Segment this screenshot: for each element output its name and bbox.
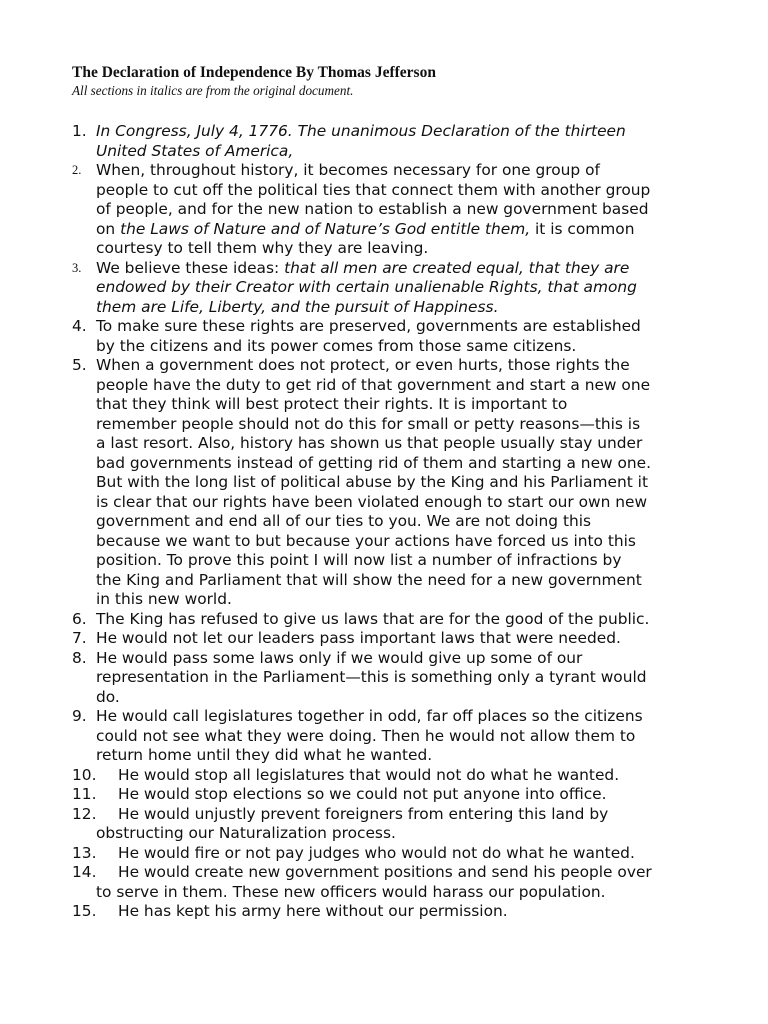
- list-item-line: [96, 766, 712, 786]
- italic-text: endowed by their Creator with certain unalienable Rights, that among: [96, 278, 637, 296]
- text-run: a last resort. Also, history has shown us that people usually stay under: [96, 434, 643, 452]
- list-item-line: [96, 259, 712, 279]
- text-run: could not see what they were doing. Then he would not allow them to: [96, 726, 636, 745]
- text-run: in this new world.: [96, 590, 232, 608]
- list-item-number: 2.: [72, 163, 82, 177]
- text-run: He would create new government positions and send his people over: [118, 863, 652, 881]
- list-item-number: 10.: [72, 765, 97, 784]
- list-item: [72, 649, 712, 708]
- numbered-list: [72, 122, 712, 922]
- text-run: obstructing our Naturalization process.: [96, 824, 396, 842]
- text-run: When a government does not protect, or even hurts, those rights the: [96, 356, 630, 374]
- text-run: of people, and for the new nation to establish a new government based: [96, 200, 649, 218]
- list-item: [72, 259, 712, 318]
- list-item-line: [96, 161, 712, 181]
- text-run: people have the duty to get rid of that government and start a new one: [96, 375, 651, 394]
- list-item-line: [96, 590, 712, 610]
- list-item-line: [96, 902, 712, 922]
- list-item-line: [96, 532, 712, 552]
- text-run: When, throughout history, it becomes necessary for one group of: [96, 161, 600, 179]
- list-item-line: [96, 785, 712, 805]
- list-item: [72, 610, 712, 630]
- list-item-number: 4.: [72, 317, 87, 335]
- list-item-number: 11.: [72, 785, 97, 803]
- text-run: To make sure these rights are preserved, governments are established: [96, 317, 641, 335]
- list-item-number: 14.: [72, 863, 97, 881]
- text-run: We believe these ideas:: [96, 258, 285, 277]
- list-item-line: [96, 473, 712, 493]
- list-item: [72, 356, 712, 610]
- list-item: [72, 766, 712, 786]
- text-run: do.: [96, 687, 120, 706]
- list-item-line: [96, 434, 712, 454]
- list-item-line: [96, 493, 712, 513]
- list-item-number: 13.: [72, 843, 97, 862]
- text-run: because we want to but because your actions have forced us into this: [96, 531, 636, 550]
- list-item: [72, 629, 712, 649]
- list-item-line: [96, 278, 712, 298]
- text-run: that they think will best protect their rights. It is important to: [96, 395, 568, 413]
- italic-text: United States of America,: [96, 141, 294, 160]
- text-run: position. To prove this point I will now list a number of infractions by: [96, 551, 622, 569]
- text-run: government and end all of our ties to you. We are not doing this: [96, 512, 592, 530]
- list-item-number: 12.: [72, 804, 97, 823]
- text-run: the King and Parliament that will show the need for a new government: [96, 570, 642, 589]
- list-item: [72, 317, 712, 356]
- list-item-line: [96, 142, 712, 162]
- text-run: remember people should not do this for small or petty reasons—this is: [96, 414, 641, 433]
- list-item-number: 3.: [72, 260, 82, 275]
- list-item-line: [96, 883, 712, 903]
- list-item-line: [96, 220, 712, 240]
- italic-text: them are Life, Liberty, and the pursuit of Happiness.: [96, 297, 499, 316]
- text-run: He would not let our leaders pass important laws that were needed.: [96, 629, 621, 647]
- italic-text: the Laws of Nature and of Nature’s God entitle them,: [120, 219, 531, 238]
- list-item: [72, 863, 712, 902]
- text-run: But with the long list of political abuse by the King and his Parliament it: [96, 473, 648, 491]
- text-run: bad governments instead of getting rid of them and starting a new one.: [96, 453, 652, 472]
- text-run: people to cut off the political ties that connect them with another group: [96, 180, 651, 199]
- text-run: The King has refused to give us laws that are for the good of the public.: [96, 609, 650, 628]
- list-item-line: [96, 844, 712, 864]
- text-run: on: [96, 219, 121, 238]
- list-item-line: [96, 824, 712, 844]
- list-item-number: 7.: [72, 629, 87, 647]
- list-item-line: [96, 629, 712, 649]
- document-subtitle: All sections in italics are from the original document.: [72, 83, 354, 98]
- list-item-number: 5.: [72, 356, 87, 374]
- list-item-line: [96, 649, 712, 669]
- list-item-line: [96, 805, 712, 825]
- list-item: [72, 122, 712, 161]
- list-item-line: [96, 181, 712, 201]
- list-item-line: [96, 454, 712, 474]
- list-item-line: [96, 122, 712, 142]
- list-item-number: 15.: [72, 902, 97, 920]
- list-item-line: [96, 571, 712, 591]
- list-item-line: [96, 746, 712, 766]
- text-run: He would pass some laws only if we would give up some of our: [96, 648, 583, 667]
- list-item: [72, 785, 712, 805]
- list-item-line: [96, 668, 712, 688]
- list-item: [72, 805, 712, 844]
- text-run: He would stop elections so we could not put anyone into office.: [118, 785, 607, 803]
- text-run: representation in the Parliament—this is something only a tyrant would: [96, 668, 647, 686]
- list-item-number: 6.: [72, 609, 87, 628]
- text-run: is clear that our rights have been violated enough to start our own new: [96, 492, 648, 511]
- list-item-number: 8.: [72, 648, 87, 667]
- list-item-line: [96, 551, 712, 571]
- list-item-line: [96, 415, 712, 435]
- list-item-line: [96, 337, 712, 357]
- list-item: [72, 161, 712, 259]
- list-item-line: [96, 707, 712, 727]
- list-item-line: [96, 317, 712, 337]
- document-title: The Declaration of Independence By Thomas Jefferson: [72, 64, 436, 81]
- text-run: by the citizens and its power comes from those same citizens.: [96, 336, 577, 355]
- list-item-line: [96, 727, 712, 747]
- list-item: [72, 844, 712, 864]
- list-item-line: [96, 356, 712, 376]
- text-run: He would call legislatures together in odd, far off places so the citizens: [96, 707, 643, 725]
- text-run: He would stop all legislatures that would not do what he wanted.: [118, 765, 620, 784]
- list-item-number: 1.: [72, 122, 87, 140]
- list-item-number: 9.: [72, 707, 87, 725]
- text-run: return home until they did what he wanted.: [96, 746, 433, 764]
- list-item: [72, 707, 712, 766]
- text-run: He has kept his army here without our permission.: [118, 902, 508, 920]
- list-item-line: [96, 239, 712, 259]
- list-item: [72, 902, 712, 922]
- text-run: He would fire or not pay judges who would not do what he wanted.: [118, 843, 635, 862]
- text-run: to serve in them. These new officers would harass our population.: [96, 882, 606, 901]
- text-run: courtesy to tell them why they are leaving.: [96, 239, 429, 257]
- italic-text: In Congress, July 4, 1776. The unanimous Declaration of the thirteen: [96, 122, 626, 140]
- list-item-line: [96, 863, 712, 883]
- list-item-line: [96, 376, 712, 396]
- text-run: it is common: [530, 219, 635, 238]
- list-item-line: [96, 688, 712, 708]
- text-run: He would unjustly prevent foreigners from entering this land by: [118, 804, 609, 823]
- list-item-line: [96, 395, 712, 415]
- list-item-line: [96, 512, 712, 532]
- list-item-line: [96, 610, 712, 630]
- italic-text: that all men are created equal, that they are: [284, 258, 630, 277]
- list-item-line: [96, 298, 712, 318]
- list-item-line: [96, 200, 712, 220]
